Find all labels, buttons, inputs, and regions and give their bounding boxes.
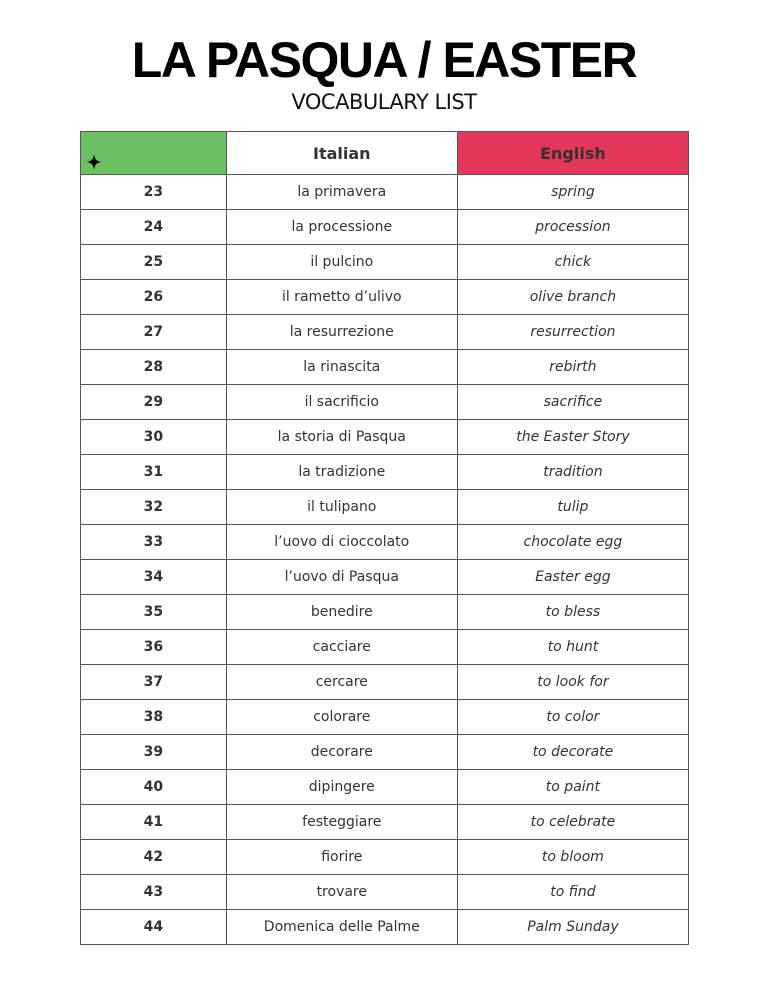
- table-row: [81, 490, 689, 525]
- italian-term: la primavera: [226, 175, 457, 210]
- english-translation: to bless: [457, 595, 688, 630]
- italian-term: la resurrezione: [226, 315, 457, 350]
- vocabulary-table: [80, 131, 689, 945]
- table-row: [81, 525, 689, 560]
- row-number: 38: [81, 700, 227, 735]
- row-number: 29: [81, 385, 227, 420]
- row-number: 44: [81, 910, 227, 945]
- table-row: [81, 875, 689, 910]
- italian-term: l’uovo di cioccolato: [226, 525, 457, 560]
- table-row: [81, 210, 689, 245]
- italian-term: trovare: [226, 875, 457, 910]
- english-translation: Easter egg: [457, 560, 688, 595]
- italian-term: festeggiare: [226, 805, 457, 840]
- table-row: [81, 665, 689, 700]
- english-translation: to color: [457, 700, 688, 735]
- italian-term: cercare: [226, 665, 457, 700]
- english-translation: olive branch: [457, 280, 688, 315]
- english-translation: spring: [457, 175, 688, 210]
- english-translation: chick: [457, 245, 688, 280]
- table-row: [81, 315, 689, 350]
- row-number: 37: [81, 665, 227, 700]
- table-row: [81, 700, 689, 735]
- row-number: 27: [81, 315, 227, 350]
- italian-term: la rinascita: [226, 350, 457, 385]
- english-translation: resurrection: [457, 315, 688, 350]
- row-number: 26: [81, 280, 227, 315]
- italian-term: Domenica delle Palme: [226, 910, 457, 945]
- italian-term: il pulcino: [226, 245, 457, 280]
- english-translation: to look for: [457, 665, 688, 700]
- table-row: [81, 455, 689, 490]
- italian-term: il tulipano: [226, 490, 457, 525]
- table-row: [81, 420, 689, 455]
- row-number: 25: [81, 245, 227, 280]
- italian-term: il rametto d’ulivo: [226, 280, 457, 315]
- english-translation: tradition: [457, 455, 688, 490]
- row-number: 41: [81, 805, 227, 840]
- english-translation: to find: [457, 875, 688, 910]
- english-translation: to decorate: [457, 735, 688, 770]
- table-row: [81, 735, 689, 770]
- header-number-column: [81, 132, 227, 175]
- row-number: 30: [81, 420, 227, 455]
- italian-term: l’uovo di Pasqua: [226, 560, 457, 595]
- italian-term: il sacrificio: [226, 385, 457, 420]
- row-number: 36: [81, 630, 227, 665]
- row-number: 23: [81, 175, 227, 210]
- italian-term: benedire: [226, 595, 457, 630]
- english-translation: to paint: [457, 770, 688, 805]
- english-translation: chocolate egg: [457, 525, 688, 560]
- english-translation: to hunt: [457, 630, 688, 665]
- italian-term: decorare: [226, 735, 457, 770]
- table-row: [81, 805, 689, 840]
- table-row: [81, 175, 689, 210]
- table-row: [81, 595, 689, 630]
- row-number: 31: [81, 455, 227, 490]
- italian-term: cacciare: [226, 630, 457, 665]
- row-number: 24: [81, 210, 227, 245]
- header-italian-column: Italian: [226, 132, 457, 175]
- italian-term: la storia di Pasqua: [226, 420, 457, 455]
- row-number: 42: [81, 840, 227, 875]
- table-row: [81, 770, 689, 805]
- row-number: 40: [81, 770, 227, 805]
- english-translation: Palm Sunday: [457, 910, 688, 945]
- english-translation: to bloom: [457, 840, 688, 875]
- page-subtitle: VOCABULARY LIST: [291, 90, 477, 114]
- table-row: [81, 245, 689, 280]
- italian-term: fiorire: [226, 840, 457, 875]
- row-number: 28: [81, 350, 227, 385]
- italian-term: la tradizione: [226, 455, 457, 490]
- english-translation: sacrifice: [457, 385, 688, 420]
- table-row: [81, 560, 689, 595]
- english-translation: the Easter Story: [457, 420, 688, 455]
- table-header-row: [81, 132, 689, 175]
- table-row: [81, 910, 689, 945]
- italian-term: dipingere: [226, 770, 457, 805]
- sparkle-star-icon: [86, 154, 102, 170]
- row-number: 32: [81, 490, 227, 525]
- row-number: 33: [81, 525, 227, 560]
- table-row: [81, 350, 689, 385]
- table-row: [81, 630, 689, 665]
- italian-term: colorare: [226, 700, 457, 735]
- page-title: LA PASQUA / EASTER: [131, 32, 637, 88]
- header-english-column: English: [457, 132, 688, 175]
- english-translation: rebirth: [457, 350, 688, 385]
- row-number: 43: [81, 875, 227, 910]
- english-translation: tulip: [457, 490, 688, 525]
- italian-term: la processione: [226, 210, 457, 245]
- table-row: [81, 280, 689, 315]
- table-row: [81, 385, 689, 420]
- english-translation: to celebrate: [457, 805, 688, 840]
- row-number: 35: [81, 595, 227, 630]
- english-translation: procession: [457, 210, 688, 245]
- row-number: 39: [81, 735, 227, 770]
- row-number: 34: [81, 560, 227, 595]
- table-row: [81, 840, 689, 875]
